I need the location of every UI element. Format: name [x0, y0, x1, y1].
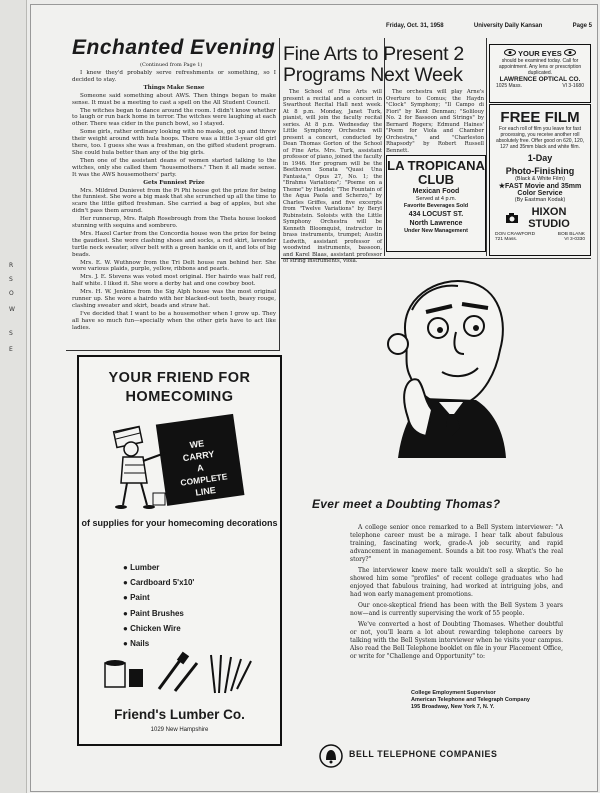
ad-phone: VI 3-0330 — [564, 237, 585, 242]
painter-illustration — [99, 413, 259, 513]
ad-line: Photo-Finishing — [505, 166, 575, 176]
paragraph: Mrs. Mildred Dunievet from the Pi Phi house got the prize for being the funniest. She wore a big mask that she scrunched up all the time to scare the little gifted freshman. She carried a bag of apples, but she didn't pass them around. — [72, 187, 276, 215]
ad-line: Served at 4 p.m. — [415, 196, 457, 202]
paragraph: The interviewer knew mere talk wouldn't sell a skeptic. So he showed him some "profiles" of recent college graduates who had enjoyed that fabulous training, had worked at intriguing jobs, and had won early management promotions. — [350, 567, 563, 598]
ad-address-row — [490, 83, 590, 89]
edge-letter: S — [9, 330, 13, 337]
list-item: ● Lumber — [123, 563, 160, 572]
bell-logo-icon — [319, 744, 343, 768]
article-headline: Fine Arts to Present 2 Programs Next Week — [283, 43, 464, 86]
ad-logo-text: BELL TELEPHONE COMPANIES — [349, 749, 498, 759]
svg-text:A: A — [196, 462, 205, 474]
ad-line: (By Eastman Kodak) — [514, 197, 566, 203]
ad-line: Mexican Food — [412, 188, 460, 195]
paragraph: I knew they'd probably serve refreshments or something, so I decided to stay. — [72, 70, 276, 83]
ad-title — [490, 49, 590, 58]
ad-title: LA TROPICANA CLUB — [387, 158, 485, 187]
article-column — [386, 89, 484, 154]
ad-headline: Ever meet a Doubting Thomas? — [312, 497, 501, 511]
paragraph: Mrs. J. E. Stevens was voted most original. Her hairdo was half red, half white. I liked it. She wore a derby hat and one cowboy boot. — [72, 274, 276, 288]
address-line: 195 Broadway, New York 7, N. Y. — [411, 704, 495, 710]
optical-ad — [489, 44, 591, 103]
address-line: College Employment Supervisor — [411, 690, 496, 696]
list-item: ● Chicken Wire — [123, 623, 181, 633]
edge-letter: S — [9, 276, 13, 283]
paragraph: The orchestra will play Arne's Overture to Comus; the Haydn "Clock" Symphony; "Il Campo di Fiori" by Kent Denman; "Solilouy No. 2 for Bassoon and Strings" by Bernard Rogers; Edmund Haines' "Poem for Viola and Chamber Orchestra," and "Charleston Rhapsody" by Robert Russell Bennett. — [386, 89, 484, 154]
ad-contact: BOB BLANK — [557, 232, 585, 237]
ad-line: (Black & White Film) — [515, 176, 565, 182]
paragraph: Mrs. E. W. Wuthnow from the Tri Delt house ran behind her. She wore various plaids, purple, yellow, ribbons and pearls. — [72, 259, 276, 273]
ad-title: FREE FILM — [500, 109, 580, 126]
ad-body — [350, 524, 563, 664]
paragraph: Our once-skeptical friend has been with the Bell System 3 years now—and is currently supervising the work of 55 people. — [350, 602, 563, 617]
studio-name: HIXON STUDIO — [528, 206, 570, 230]
edge-letter: W — [9, 306, 15, 313]
ad-company: Friend's Lumber Co. — [114, 707, 245, 722]
paragraph: Then one of the assistant deans of women started talking to the witches, only she called them "housemothers." Then it all made sense. It was the AWS housemothers' party. — [72, 157, 276, 178]
header-paper: University Daily Kansan — [473, 23, 543, 29]
paragraph: Mrs. Hazel Carter from the Concordia house won the prize for being the gaudiest. She wore clashing shoes and socks, a red skirt, lavender turtle neck sweater, silver belt with a green hankie on it, and lots of big beads. — [72, 230, 276, 258]
column-rule — [279, 38, 280, 350]
paragraph: I've decided that I want to be a housemother when I grow up. They all have so much fun—specially when the other girls have to act like ladies. — [72, 310, 276, 331]
studio-row — [490, 206, 590, 230]
list-item: ● Paint — [123, 593, 150, 603]
ad-subhead: of supplies for your homecoming decorations — [81, 518, 278, 528]
edge-letter: R — [9, 262, 14, 269]
article-headline: Enchanted Evening — [72, 36, 276, 59]
address-line: American Telephone and Telegraph Company — [411, 697, 530, 703]
camera-icon — [505, 211, 519, 225]
paragraph: A college senior once remarked to a Bell System interviewer: "A telephone career must be a mirage. I hear talk about fabulous training, fascinating work, grade-A job security, and rapid advancement in management. Sounds a bit too rosy. What's the real story?" — [350, 524, 563, 563]
horizontal-rule — [66, 350, 280, 351]
svg-text:LINE: LINE — [194, 485, 217, 498]
ad-address: 1029 New Hampshire — [150, 727, 209, 733]
edge-letter: O — [9, 290, 14, 297]
adjacent-page-edge — [0, 0, 27, 793]
ad-line: ★FAST Movie and 35mm Color Service — [498, 183, 582, 197]
paragraph: Some girls, rather ordinary looking with no masks, got up and threw their weight around with hula hoops. There was a little 3-year old girl there, too. I guess she was a freshman, on the gifted student program. She could hula better than any of the big girls. — [72, 129, 276, 156]
article-column — [283, 89, 382, 265]
ad-address-block — [411, 690, 530, 711]
ad-text: should be examined today. Call for appointment. Any lens or prescription duplicated. — [498, 58, 582, 76]
ad-address: 1025 Mass. — [496, 83, 522, 89]
subhead: Things Make Sense — [143, 84, 205, 91]
svg-text:COMPLETE: COMPLETE — [179, 471, 228, 488]
tropicana-ad — [386, 155, 486, 252]
list-item: ● Nails — [123, 639, 150, 649]
paragraph: Someone said something about AWS. Then things began to make sense. It must be a meeting to cast a spell on the All Student Council. — [72, 92, 276, 106]
header-page: Page 5 — [572, 23, 592, 29]
ad-line: 1-Day — [527, 153, 553, 163]
edge-letter: E — [9, 346, 13, 353]
tools-illustration — [101, 649, 261, 697]
page-header — [386, 23, 592, 29]
paragraph: The witches began to dance around the room. I didn't know whether to laugh or run back home in terror. The witches were laughing at each other. There was cider in the punch bowl, so I stayed. — [72, 107, 276, 128]
ad-address: 721 Mass. — [495, 237, 518, 242]
paragraph: Her runnerup, Mrs. Ralph Rosebrough from the Theta house looked stunning with sequins and sombrero. — [72, 216, 276, 230]
paragraph: We've converted a host of Doubting Thomases. Whether doubtful or not, you'll learn a lot about rewarding telephone careers by talking with the Bell System interviewer when he visits your campus. Also read the Bell Telephone booklet on file in your Placement Office, or write for "Challenge and Opportunity" to: — [350, 621, 563, 660]
ad-company: LAWRENCE OPTICAL CO. — [499, 76, 581, 83]
header-date: Friday, Oct. 31, 1958 — [386, 23, 444, 29]
paragraph: Mrs. H. W. Jenkins from the Sig Alph house was the most original runner up. She wore a hairdo with her blacked-out teeth, beavy rouge, clashing sweater and skirt, beads and straw hat. — [72, 289, 276, 309]
photo-studio-ad — [489, 104, 591, 256]
doubting-thomas-cartoon — [368, 268, 528, 488]
eye-icon — [564, 49, 576, 56]
ad-line: 434 LOCUST ST. — [408, 211, 464, 218]
ad-line: North Lawrence — [409, 220, 463, 227]
paragraph: The School of Fine Arts will present a recital and a concert in Swarthout Recital Hall next week. At 8 p.m. Monday, Janet Turk, pianist, will join the faculty recital series. At 8 p.m. Wednesday the Little Symphony Orchestra will present a concert, conducted by Dean Thomas Gorton of the School of Fine Arts. Mrs. Turk, assistant professor of piano, joined the faculty in 1946. Her program will be the Beethoven Sonata "Quasi Una Fantasia," Opus 27, No. 1; the "Brahms Variations"; "Poeme on a Theme" by Handel; "The Fountain of the Aqua Paola and Scherzo," by Charles Griffes, and five excerpts from "Twelve Variations" by Beryl Rubinstein. Soloists with the Little Symphony Orchestra will be Kenneth Bloomquist, instructor in brass instruments, trumpet; Austin Ledwith, assistant professor of woodwind instruments, bassoon, and Karel Blaas, assistant professor of string instruments, viola. — [283, 89, 382, 264]
ad-phone: VI 3-1680 — [562, 83, 584, 89]
ad-title-text: YOUR EYES — [518, 49, 562, 58]
ad-line: Under New Management — [404, 228, 468, 234]
svg-text:WE: WE — [189, 438, 205, 451]
ad-line: Favorite Beverages Sold — [403, 203, 469, 209]
ad-text: For each roll of film you leave for fast processing, you receive another roll absolutely free. Offer good on 620, 120, 127 and 35mm black and white film. — [495, 126, 585, 150]
list-item: ● Paint Brushes — [123, 608, 184, 618]
lumber-ad — [77, 355, 282, 746]
ad-footer — [490, 237, 590, 242]
eye-icon — [504, 49, 516, 56]
continued-note: (Continued from Page 1) — [140, 62, 203, 68]
supply-list — [123, 560, 194, 651]
ad-headline: YOUR FRIEND FOR HOMECOMING — [108, 370, 251, 405]
article-body — [72, 70, 276, 333]
ad-contact: DON CRAWFORD — [495, 232, 536, 237]
list-item: ● Cardboard 5'x10' — [123, 578, 195, 588]
svg-text:CARRY: CARRY — [182, 448, 215, 464]
subhead: Gets Funniest Prize — [143, 179, 205, 186]
